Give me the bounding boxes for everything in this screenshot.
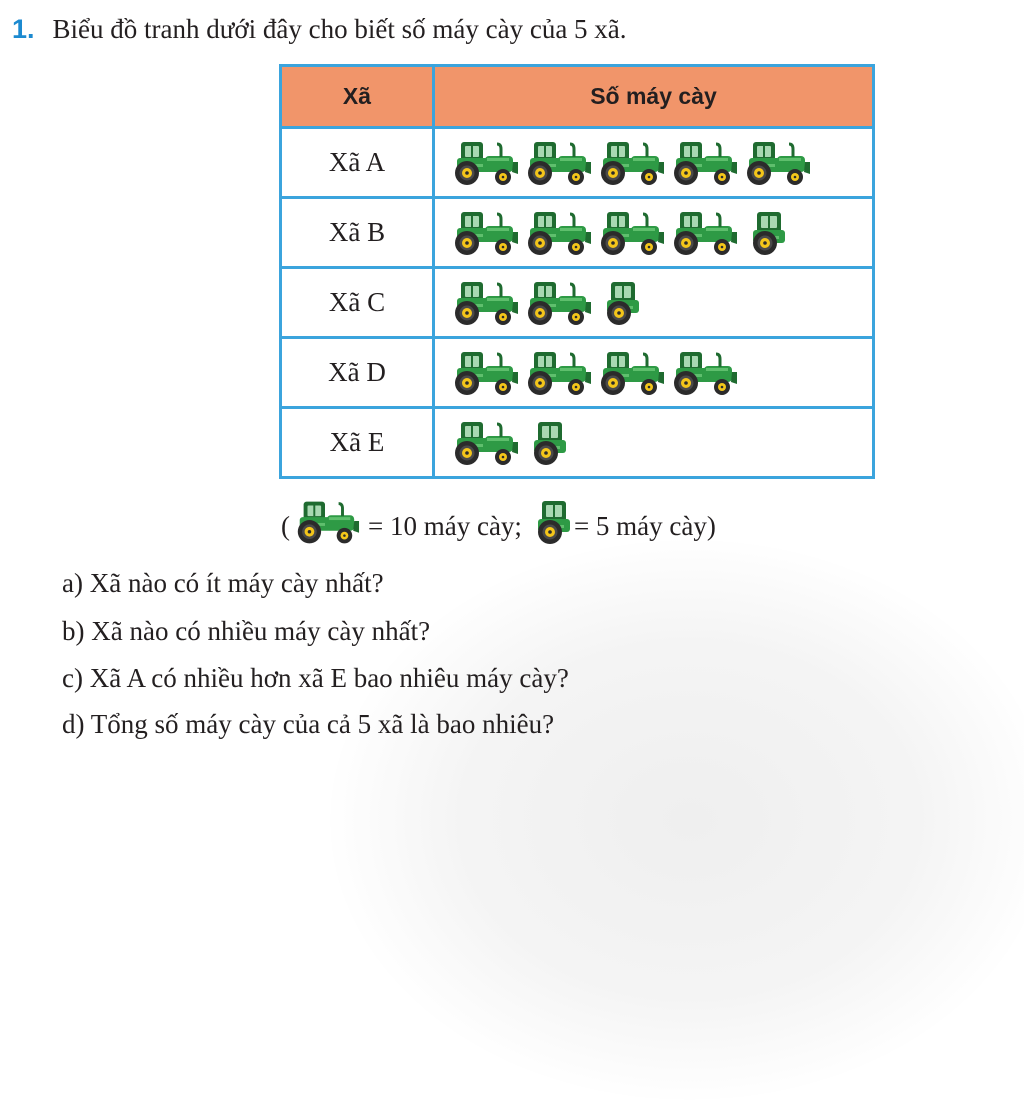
tractor-icon <box>593 210 665 256</box>
commune-name: Xã E <box>281 408 434 478</box>
column-header-commune: Xã <box>281 66 434 128</box>
tractor-icons-cell <box>434 268 874 338</box>
tractor-icon <box>447 210 519 256</box>
commune-name: Xã A <box>281 128 434 198</box>
tractor-icon <box>520 280 592 326</box>
tractor-icon <box>447 280 519 326</box>
table-row <box>281 268 874 338</box>
tractor-icon <box>520 350 592 396</box>
half-tractor-icon <box>747 210 787 256</box>
question-text: Biểu đồ tranh dưới đây cho biết số máy cày của 5 xã. <box>52 14 627 44</box>
legend-open-paren: ( <box>281 510 290 541</box>
commune-name: Xã C <box>281 268 434 338</box>
commune-name: Xã D <box>281 338 434 408</box>
table-header-row <box>281 66 874 128</box>
tractor-icon <box>520 140 592 186</box>
tractor-icon <box>520 210 592 256</box>
tractor-icon <box>447 420 519 466</box>
tractor-icons-cell <box>434 338 874 408</box>
tractor-icon <box>666 210 738 256</box>
table-row <box>281 408 874 478</box>
tractor-icon <box>593 350 665 396</box>
commune-name: Xã B <box>281 198 434 268</box>
tractor-icons-cell <box>434 408 874 478</box>
tractor-icon <box>739 140 811 186</box>
question-number: 1. <box>12 14 35 44</box>
question-d: d) Tổng số máy cày của cả 5 xã là bao nhiêu? <box>62 709 555 739</box>
tractor-icon <box>666 140 738 186</box>
legend <box>281 494 716 558</box>
background-watermark <box>330 540 1024 1100</box>
legend-full-text: = 10 máy cày; <box>368 510 522 541</box>
half-tractor-icon <box>528 420 568 466</box>
column-header-tractor-count: Số máy cày <box>434 66 874 128</box>
tractor-icons-cell <box>434 198 874 268</box>
pictograph-table <box>279 64 875 479</box>
tractor-icon <box>447 140 519 186</box>
question-c: c) Xã A có nhiều hơn xã E bao nhiêu máy cày? <box>62 663 569 693</box>
tractor-icon <box>666 350 738 396</box>
pictograph-body <box>281 128 874 478</box>
legend-tractor-icon <box>290 497 360 547</box>
table-row <box>281 198 874 268</box>
question-heading <box>12 14 627 45</box>
question-a: a) Xã nào có ít máy cày nhất? <box>62 568 384 598</box>
table-row <box>281 128 874 198</box>
tractor-icons-cell <box>434 128 874 198</box>
tractor-icon <box>593 140 665 186</box>
legend-half-text: = 5 máy cày) <box>573 510 716 541</box>
tractor-icon <box>447 350 519 396</box>
question-b: b) Xã nào có nhiều máy cày nhất? <box>62 616 431 646</box>
half-tractor-icon <box>601 280 641 326</box>
legend-half-tractor-icon <box>532 496 572 548</box>
table-row <box>281 338 874 408</box>
